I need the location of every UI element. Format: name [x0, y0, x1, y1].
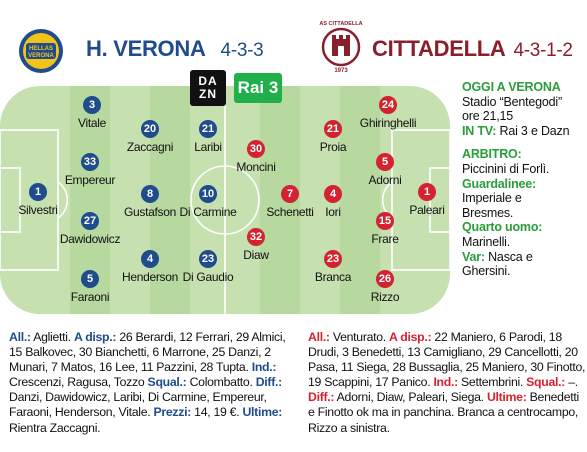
- home-team-name: H. VERONA: [86, 36, 205, 61]
- player-number: 5: [81, 270, 99, 288]
- dazn-logo: DA ZN: [190, 70, 226, 106]
- player-number: 26: [376, 270, 394, 288]
- player-name: Gustafson: [124, 205, 176, 219]
- player-diaw: [211, 228, 301, 262]
- player-name: Empereur: [64, 173, 116, 187]
- player-number: 7: [281, 185, 299, 203]
- rai3-logo: Rai 3: [234, 73, 282, 103]
- player-name: Zaccagni: [126, 140, 174, 154]
- match-info: [462, 80, 586, 279]
- fourth-official-heading: Quarto uomo:: [462, 220, 543, 235]
- home-formation: 4-3-3: [220, 40, 264, 61]
- player-name: Henderson: [121, 270, 178, 284]
- player-name: Schenetti: [266, 205, 314, 219]
- tv-line: IN TV: Rai 3 e Dazn: [462, 123, 570, 138]
- var-line-2: Ghersini.: [462, 264, 511, 279]
- referee-heading: ARBITRO:: [462, 147, 522, 162]
- player-proia: [288, 120, 378, 154]
- player-name: Laribi: [194, 140, 222, 154]
- player-adorni: [340, 153, 430, 187]
- linesmen-1: Imperiale e: [462, 191, 522, 206]
- away-formation: 4-3-1-2: [513, 40, 573, 61]
- venue-heading: OGGI A VERONA: [462, 80, 561, 94]
- stadium: Stadio “Bentegodi”: [462, 94, 562, 109]
- player-schenetti: [245, 185, 335, 219]
- broadcaster-logos: [190, 70, 282, 106]
- svg-text:1973: 1973: [334, 68, 348, 74]
- player-number: 8: [141, 185, 159, 203]
- player-number: 1: [418, 183, 436, 201]
- player-number: 21: [199, 120, 217, 138]
- home-notes: All.: Aglietti. A disp.: 26 Berardi, 12 Ferrari, 29 Almici, 15 Balkovec, 30 Bianchetti, 6 Marrone, 25 Danzi, 2 Munari, 7 Matos, 16 Lee, 11 Pazzini, 28 Tupta. Ind.: Crescenzi, Ragusa, Tozzo Squal.: Colombatto. Diff.: Danzi, Dawidowicz, Laribi, Di Carmine, Empereur, Faraoni, Henderson, Vitale. Prezzi: 14, 19 €. Ultime: Rientra Zaccagni.: [9, 330, 286, 435]
- player-name: Silvestri: [18, 203, 58, 217]
- player-number: 24: [379, 96, 397, 114]
- linesmen-2: Bresmes.: [462, 205, 514, 220]
- player-name: Paleari: [409, 203, 445, 217]
- player-number: 30: [247, 140, 265, 158]
- player-number: 20: [141, 120, 159, 138]
- player-number: 23: [199, 250, 217, 268]
- player-branca: [288, 250, 378, 284]
- player-name: Rizzo: [370, 290, 400, 304]
- player-name: Faraoni: [70, 290, 110, 304]
- player-name: Adorni: [368, 173, 402, 187]
- svg-text:HELLAS: HELLAS: [29, 46, 53, 52]
- player-name: Branca: [314, 270, 352, 284]
- player-number: 32: [247, 228, 265, 246]
- var-line: Var: Nasca e: [462, 249, 533, 264]
- player-name: Dawidowicz: [59, 232, 121, 246]
- player-number: 5: [376, 153, 394, 171]
- away-notes: All.: Venturato. A disp.: 22 Maniero, 6 Parodi, 18 Drudi, 3 Benedetti, 13 Camigliano, 29 Cancellotti, 20 Pasa, 11 Siega, 28 Bussaglia, 25 Maniero, 30 Finotto, 19 Scappini, 17 Panico. Ind.: Settembrini. Squal.: –. Diff.: Adorni, Diaw, Paleari, Siega. Ultime: Benedetti e Finotto ok ma in panchina. Branca a centrocampo, Rizzo a sinistra.: [308, 330, 586, 435]
- player-empereur: [45, 153, 135, 187]
- player-name: Vitale: [77, 116, 106, 130]
- away-crest: [318, 18, 364, 79]
- player-name: Di Carmine: [179, 205, 237, 219]
- home-team-title: [86, 36, 263, 62]
- player-di-carmine: [163, 185, 253, 219]
- kickoff-time: ore 21,15: [462, 109, 514, 124]
- home-crest: [18, 28, 64, 79]
- player-name: Di Gaudio: [182, 270, 234, 284]
- player-number: 21: [324, 120, 342, 138]
- linesmen-heading: Guardalinee:: [462, 176, 537, 191]
- player-name: Frare: [371, 232, 399, 246]
- player-name: Proia: [319, 140, 347, 154]
- svg-text:AS CITTADELLA: AS CITTADELLA: [319, 21, 363, 27]
- svg-text:VERONA: VERONA: [28, 53, 54, 59]
- player-number: 10: [199, 185, 217, 203]
- player-name: Moncini: [236, 160, 276, 174]
- player-number: 3: [83, 96, 101, 114]
- away-team-name: CITTADELLA: [372, 36, 505, 61]
- player-number: 4: [141, 250, 159, 268]
- player-number: 33: [81, 153, 99, 171]
- referee: Piccinini di Forlì.: [462, 161, 550, 176]
- player-number: 15: [376, 212, 394, 230]
- fourth-official: Marinelli.: [462, 234, 511, 249]
- player-number: 27: [81, 212, 99, 230]
- player-number: 1: [29, 183, 47, 201]
- player-number: 23: [324, 250, 342, 268]
- player-moncini: [211, 140, 301, 174]
- player-name: Iori: [325, 205, 341, 219]
- player-name: Ghiringhelli: [359, 116, 417, 130]
- away-team-title: [372, 36, 573, 62]
- player-name: Diaw: [243, 248, 269, 262]
- player-number: 4: [324, 185, 342, 203]
